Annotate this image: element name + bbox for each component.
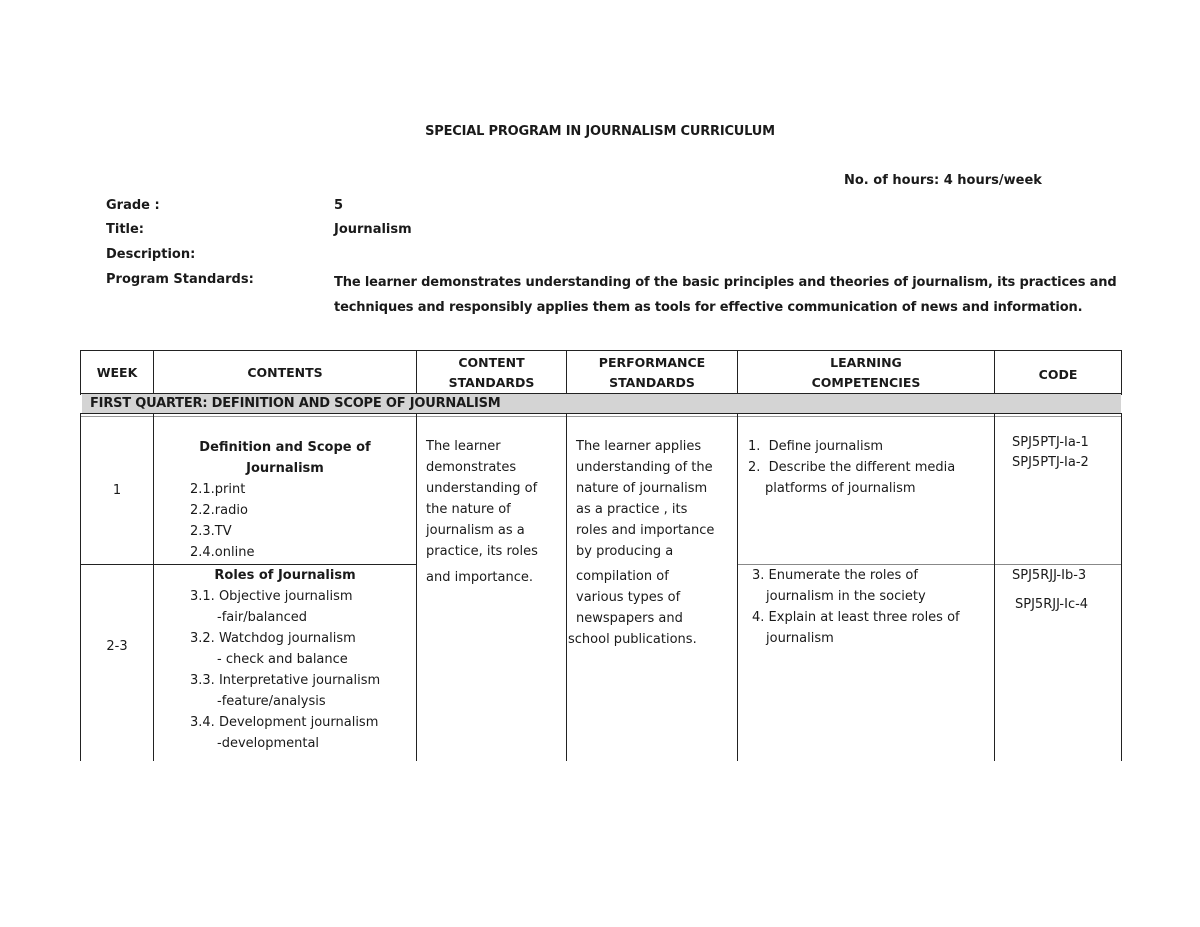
content-standards-line: The learner [426, 439, 501, 454]
row2-codes [1012, 565, 1120, 615]
list-item: 2.3.TV [190, 524, 232, 539]
title-value: Journalism [334, 222, 412, 237]
content-standards-line: journalism as a [426, 523, 525, 538]
content-standards-line: practice, its roles [426, 544, 538, 559]
list-item: 3.3. Interpretative journalism [190, 673, 381, 688]
code-value: SPJ5RJJ-Ib-3 [1012, 568, 1087, 583]
performance-standards-line: as a practice , its [576, 502, 688, 517]
quarter-title: FIRST QUARTER: DEFINITION AND SCOPE OF JOURNALISM [90, 396, 501, 411]
col-divider-contents [416, 413, 417, 761]
row2-week: 2-3 [106, 639, 128, 654]
header-code: CODE [1038, 367, 1078, 382]
row2-heading: Roles of Journalism [214, 568, 356, 583]
performance-standards-line: school publications. [568, 632, 697, 647]
document-title: SPECIAL PROGRAM IN JOURNALISM CURRICULUM [425, 124, 775, 139]
row1-heading-2: Journalism [246, 461, 324, 476]
competency-item: 1. Define journalism [748, 439, 884, 454]
header-performance-standards-2: STANDARDS [609, 375, 695, 390]
content-standards-line: the nature of [426, 502, 511, 517]
performance-standards-cell [568, 436, 734, 650]
list-item: -feature/analysis [217, 694, 326, 709]
row1-competencies [748, 436, 994, 499]
table-right-border-header [1121, 350, 1122, 395]
header-performance-standards-1: PERFORMANCE [598, 355, 706, 370]
performance-standards-line: nature of journalism [576, 481, 708, 496]
content-standards-line: demonstrates [426, 460, 517, 475]
performance-standards-line: newspapers and [576, 611, 683, 626]
col-divider-performance [737, 413, 738, 761]
row2-competencies [752, 565, 992, 649]
competency-item: 3. Enumerate the roles of [752, 568, 918, 583]
title-label: Title: [106, 222, 145, 237]
row1-week: 1 [112, 483, 122, 498]
list-item: 3.2. Watchdog journalism [190, 631, 356, 646]
header-learning-competencies-2: COMPETENCIES [811, 375, 921, 390]
list-item: -fair/balanced [217, 610, 308, 625]
performance-standards-line: by producing a [576, 544, 674, 559]
description-label: Description: [106, 247, 196, 262]
header-content-standards-2: STANDARDS [448, 375, 535, 390]
hours-label: No. of hours: 4 hours/week [844, 173, 1042, 188]
competency-item: journalism [766, 631, 834, 646]
performance-standards-line: compilation of [576, 569, 669, 584]
table-top-border [80, 350, 1122, 351]
list-item: 3.4. Development journalism [190, 715, 379, 730]
competency-item: 2. Describe the different media [748, 460, 956, 475]
header-learning-competencies-1: LEARNING [830, 355, 902, 370]
performance-standards-line: roles and importance [576, 523, 715, 538]
performance-standards-line: various types of [576, 590, 681, 605]
header-content-standards-1: CONTENT [458, 355, 525, 370]
list-item: -developmental [217, 736, 320, 751]
quarter-bottom-border [80, 413, 1122, 414]
table-right-border [1121, 413, 1122, 761]
list-item: - check and balance [217, 652, 348, 667]
header-week: WEEK [96, 365, 138, 380]
competency-item: 4. Explain at least three roles of [752, 610, 960, 625]
list-item: 2.2.radio [190, 503, 248, 518]
content-standards-line: understanding of [426, 481, 538, 496]
header-contents: CONTENTS [247, 365, 323, 380]
table-left-border [80, 413, 81, 761]
list-item: 2.4.online [190, 545, 255, 560]
program-standards-value: The learner demonstrates understanding of the basic principles and theories of journalism, its practices and techniques and responsibly applies them as tools for effective communication of news and information. [334, 275, 1117, 315]
code-value: SPJ5PTJ-Ia-1 [1012, 435, 1089, 450]
col-divider-competencies [994, 413, 995, 761]
list-item: 3.1. Objective journalism [190, 589, 353, 604]
quarter-bottom-border-inner [80, 416, 1122, 417]
row1-heading-1: Definition and Scope of [199, 440, 371, 455]
col-divider-content-std [566, 413, 567, 761]
program-standards-label: Program Standards: [106, 272, 254, 287]
content-standards-line: and importance. [426, 570, 533, 585]
code-value: SPJ5PTJ-Ia-2 [1012, 455, 1089, 470]
performance-standards-line: understanding of the [576, 460, 713, 475]
code-value: SPJ5RJJ-Ic-4 [1015, 597, 1089, 612]
row2-items [190, 586, 414, 754]
grade-label: Grade : [106, 198, 160, 213]
competency-item: journalism in the society [766, 589, 926, 604]
grade-value: 5 [334, 198, 344, 213]
content-standards-cell [426, 436, 566, 588]
list-item: 2.1.print [190, 482, 246, 497]
row1-items [190, 479, 410, 563]
performance-standards-line: The learner applies [576, 439, 702, 454]
row1-codes [1012, 433, 1120, 473]
competency-item: platforms of journalism [765, 481, 916, 496]
